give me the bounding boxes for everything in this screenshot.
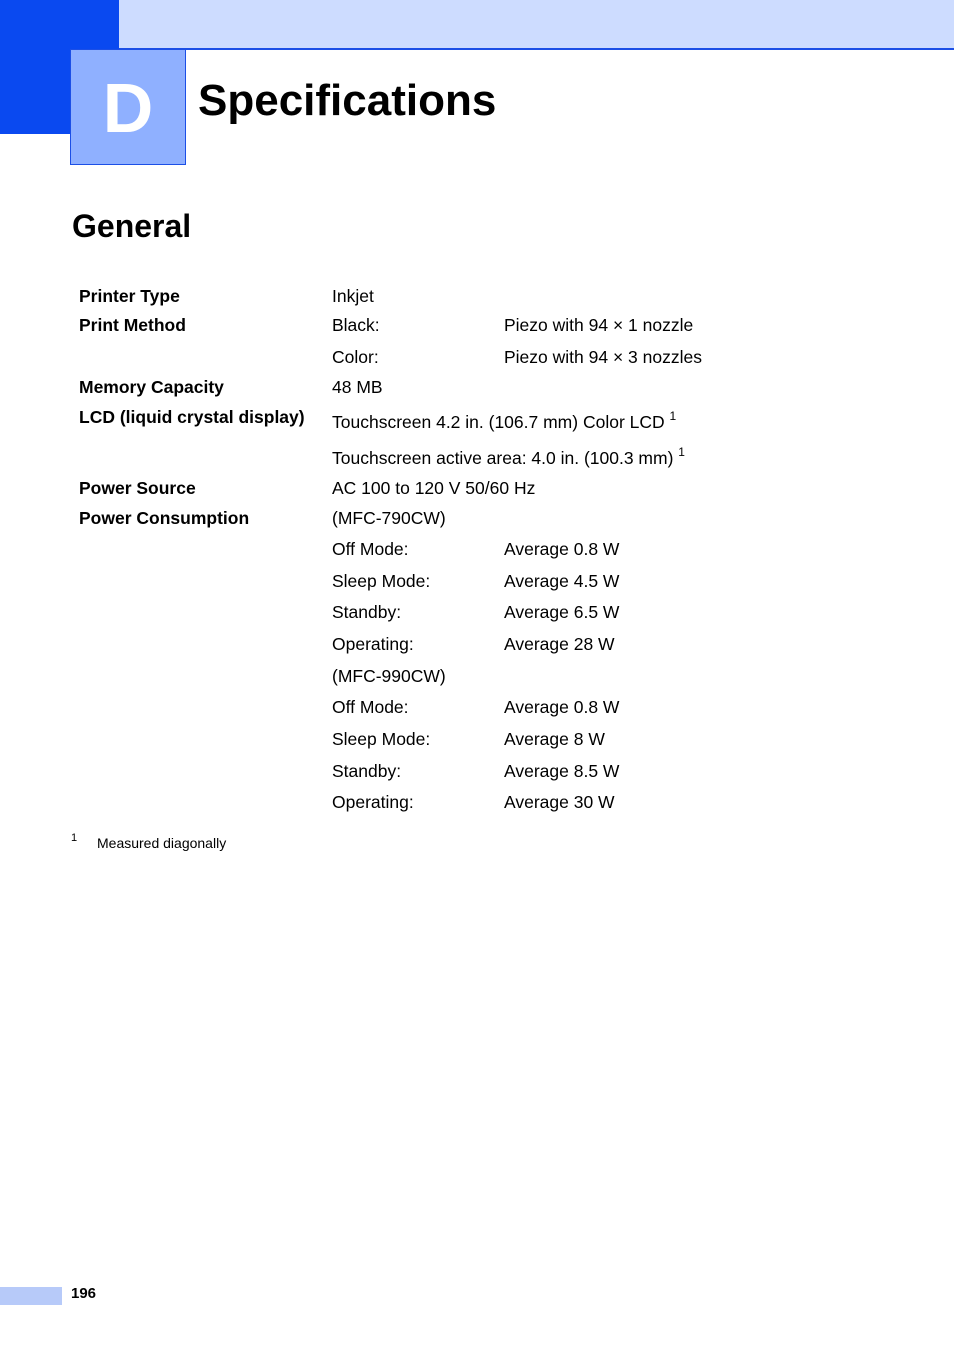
power-row	[0, 539, 954, 569]
spec-row-print-method-color	[0, 347, 954, 377]
power-row	[0, 571, 954, 601]
power-row	[0, 761, 954, 791]
spec-label: Memory Capacity	[79, 377, 224, 397]
spec-key: Standby:	[332, 602, 402, 622]
spec-label: Printer Type	[79, 286, 180, 306]
page-number: 196	[71, 1285, 97, 1302]
spec-value: Average 30 W	[504, 792, 615, 812]
spec-key: Operating:	[332, 634, 414, 654]
footnote-ref: 1	[678, 445, 685, 459]
spec-key: Operating:	[332, 792, 414, 812]
power-model-row	[0, 666, 954, 696]
model-name: (MFC-790CW)	[332, 508, 446, 528]
spec-key: Black:	[332, 315, 380, 335]
header-band	[0, 0, 954, 50]
spec-value	[332, 409, 677, 433]
power-row	[0, 634, 954, 664]
lcd-size-text: Touchscreen 4.2 in. (106.7 mm) Color LCD	[332, 412, 665, 432]
footnote-ref: 1	[669, 409, 677, 423]
power-row	[0, 602, 954, 632]
spec-key: Standby:	[332, 761, 402, 781]
spec-value: Piezo with 94 × 1 nozzle	[504, 315, 694, 335]
spec-value: Piezo with 94 × 3 nozzles	[504, 347, 702, 367]
spec-row-power-source	[0, 478, 954, 508]
page-tab	[0, 1287, 62, 1305]
spec-label: Power Consumption	[79, 508, 250, 528]
chapter-letter: D	[70, 49, 186, 165]
chapter-title: Specifications	[198, 76, 497, 125]
spec-label: Print Method	[79, 315, 186, 335]
spec-row-print-method	[0, 315, 954, 345]
spec-value: Average 6.5 W	[504, 602, 620, 622]
lcd-area-text: Touchscreen active area: 4.0 in. (100.3 mm)	[332, 448, 674, 468]
spec-row-power-consumption	[0, 508, 954, 538]
spec-value: AC 100 to 120 V 50/60 Hz	[332, 478, 536, 498]
spec-value: Average 28 W	[504, 634, 615, 654]
spec-value: Average 0.8 W	[504, 697, 620, 717]
spec-value: Average 8 W	[504, 729, 605, 749]
spec-key: Sleep Mode:	[332, 729, 431, 749]
spec-key: Color:	[332, 347, 379, 367]
model-name: (MFC-990CW)	[332, 666, 446, 686]
power-row	[0, 792, 954, 822]
spec-key: Off Mode:	[332, 539, 409, 559]
spec-value	[332, 445, 685, 469]
spec-label: Power Source	[79, 478, 196, 498]
spec-value: 48 MB	[332, 377, 383, 397]
section-title: General	[72, 208, 192, 244]
power-row	[0, 729, 954, 759]
spec-key: Off Mode:	[332, 697, 409, 717]
footnote-mark: 1	[71, 832, 78, 844]
power-row	[0, 697, 954, 727]
footnote-text: Measured diagonally	[97, 835, 227, 851]
spec-value: Average 8.5 W	[504, 761, 620, 781]
spec-row-printer-type	[0, 286, 954, 316]
spec-value: Average 4.5 W	[504, 571, 620, 591]
spec-label: LCD (liquid crystal display)	[79, 407, 305, 427]
spec-row-memory	[0, 377, 954, 407]
spec-value: Inkjet	[332, 286, 374, 306]
header-rule	[119, 48, 954, 50]
spec-row-lcd-line1	[0, 409, 954, 442]
spec-value: Average 0.8 W	[504, 539, 620, 559]
spec-row-lcd-line2	[0, 445, 954, 478]
spec-key: Sleep Mode:	[332, 571, 431, 591]
